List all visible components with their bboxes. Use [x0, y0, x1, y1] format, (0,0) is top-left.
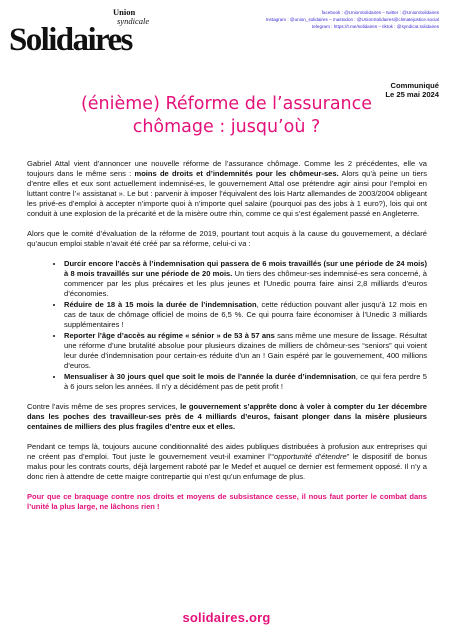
measure-2-text: , cette réduction pouvant aller jusqu’à 12 mois en cas de taux de chômage officiel de moins de 6,5 %. Ce qui pourra faire économiser à l’Unedic 3 milliards supplémentaires ! [64, 300, 427, 329]
intro-text-c: Alors qu’à peine un tiers d’entre elles et eux sont actuellement indemnisé-es, le gouvernement Attal ose prétendre agir ainsi pour l’emploi en luttant contre l’« assistanat ». Le but : parvenir à imposer l’équivalent des lois Hartz allemandes de 2003/2004 obligeant les privé-es d’emploi à accepter n’importe quoi à n’importe quel salaire (pourquoi pas des jobs à 1 euro?), lois qui ont conduit à une explosion de la précarité et de la misère outre rhin, comme ce qui s’est également passé en Angleterre. [27, 169, 427, 218]
list-item [64, 259, 427, 299]
paragraph-intro [27, 159, 427, 219]
communique-date: Le 25 mai 2024 [385, 90, 439, 99]
companies-text-em: opportunité d’étendre [274, 452, 347, 461]
companies-text-a: Pendant ce temps là, toujours aucune conditionnalité des aides publiques distribuées à profusion aux entreprises qui ne créent pas d’emploi. Tout juste le gouvernement veut-il examiner l’“ [27, 442, 427, 461]
list-item [64, 331, 427, 371]
measures-list [27, 259, 427, 392]
social-line-telegram[interactable]: telegram : https://t.me/solidaires – tiktok : @syndicat.solidaires [312, 24, 439, 29]
communique-block [385, 81, 439, 99]
measure-1-bold: Durcir encore l’accès à l’indemnisation qui passera de 6 mois travaillés (sur une période de 24 mois) à 8 mois travaillés sur une période de 20 mois. [64, 259, 427, 278]
measure-4-text: , ce qui fera perdre 5 à 6 jours selon les années. Il n’y a décidément pas de petit profit ! [64, 372, 428, 391]
page-title: (énième) Réforme de l’assurance chômage : jusqu’où ? [80, 94, 373, 137]
measure-3-text: sans même une mesure de lissage. Résultat une réforme d’une brutalité absolue pour plusieurs dizaines de milliers de chômeur-ses “seniors” qui voient leur durée d’indemnisation pour certain-es réduite d’un an ! Gain espéré par le gouvernement, 400 millions d’euros. [64, 331, 427, 370]
paragraph-companies [27, 442, 427, 482]
footer-website-link[interactable]: solidaires.org [182, 610, 271, 625]
intro-text-bold: moins de droits et d’indemnités pour les chômeur-ses. [134, 169, 339, 178]
document-body [27, 159, 427, 522]
logo-syndicale-text: syndicale [117, 16, 150, 26]
logo-union-text: Union [113, 7, 136, 17]
social-line-instagram[interactable]: Instagram : @union_solidaires – mastodon : @UnionSolidaires@climatejustice.social [265, 17, 439, 22]
government-text-a: Contre l’avis même de ses propres services, [27, 402, 181, 411]
logo-wordmark: Solidaires [9, 22, 132, 58]
paragraph-context: Alors que le comité d’évaluation de la réforme de 2019, pourtant tout acquis à la cause du gouvernement, a déclaré qu’aucun emploi stable n’avait été créé par sa réforme, celui-ci va : [27, 229, 427, 248]
list-item [64, 300, 427, 330]
solidaires-logo [9, 7, 159, 58]
measure-1-text: Un tiers des chômeur-ses indemnisé-es sera concerné, à commencer par les plus précaires et les plus jeunes et l’Unedic pourra faire ainsi 2,8 milliards d’euros d’économies. [64, 269, 427, 298]
paragraph-call-to-action: Pour que ce braquage contre nos droits et moyens de subsistance cesse, il nous faut porter le combat dans l’unité la plus large, ne lâchons rien ! [27, 492, 427, 511]
measure-2-bold: Réduire de 18 à 15 mois la durée de l’indemnisation [64, 300, 257, 309]
intro-text-a: Gabriel Attal vient d’annoncer une nouvelle réforme de l’assurance chômage. Comme les 2 précédentes, elle va toujours dans le même sens : [27, 159, 427, 178]
list-item [64, 372, 427, 392]
companies-text-b: ” le dispositif de bonus malus pour les contrats courts, déjà largement raboté par le Medef et auquel ce dernier est fermement opposé. Il n’y a donc rien à attendre de cette maigre contrepartie qui n’est qu’un enfumage de plus. [27, 452, 427, 481]
social-line-facebook[interactable]: facebook : @UnionSolidaires – twitter : @UnionSolidaires [321, 10, 439, 15]
social-links [266, 9, 439, 30]
measure-4-bold: Mensualiser à 30 jours quel que soit le mois de l’année la durée d’indemnisation [64, 372, 356, 381]
communique-label: Communiqué [390, 81, 439, 90]
paragraph-government [27, 402, 427, 432]
government-text-bold: le gouvernement s’apprête donc à voler à compter du 1er décembre dans les poches des travailleur-ses près de 4 milliards d’euros, faisant plonger dans la misère plusieurs centaines de milliers des plus fragiles d’entre eux et elles. [27, 402, 427, 431]
measure-3-bold: Reporter l’âge d’accès au régime « sénior » de 53 à 57 ans [64, 331, 275, 340]
